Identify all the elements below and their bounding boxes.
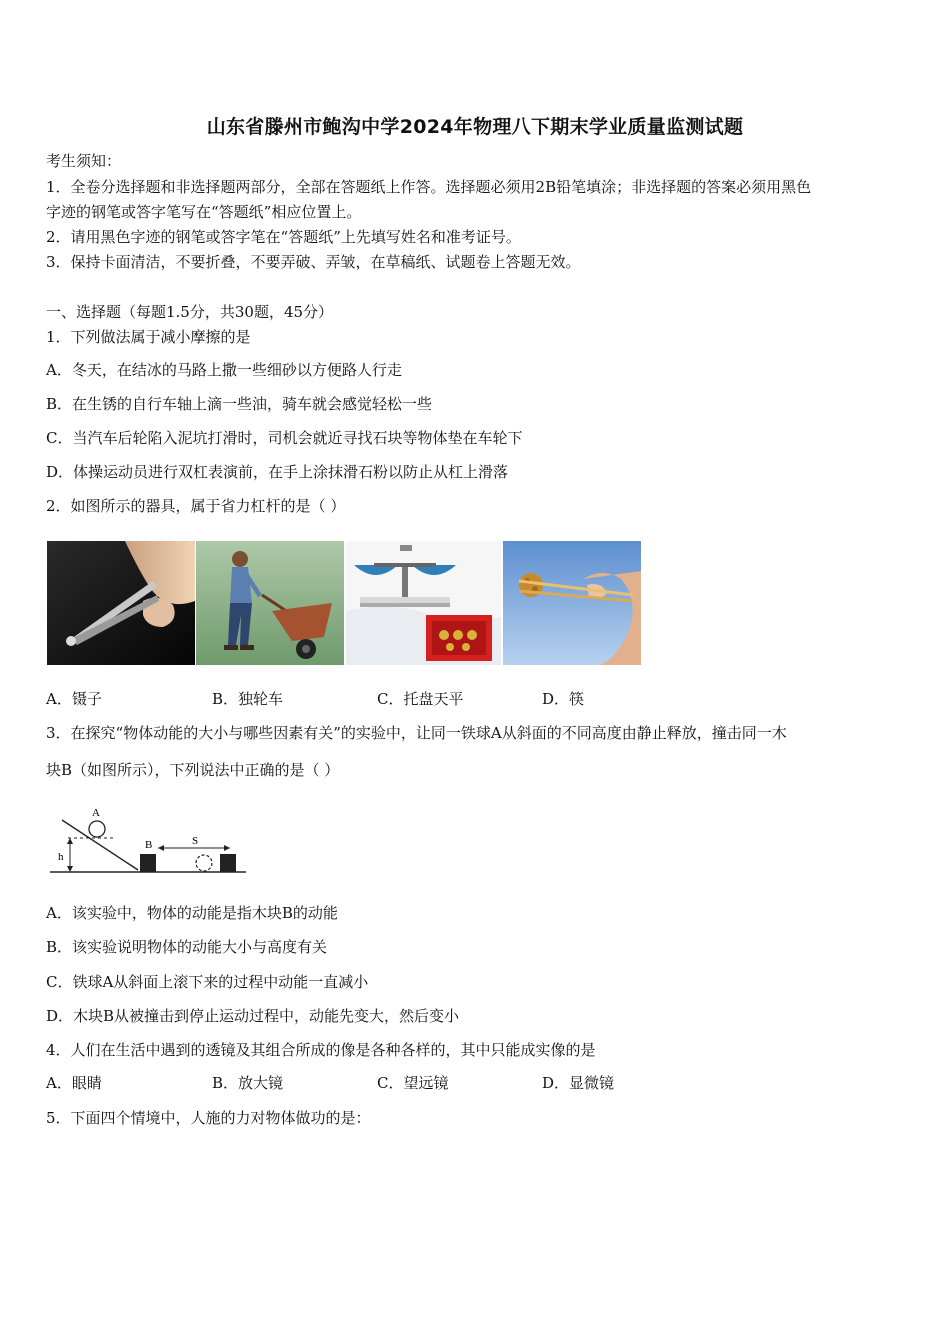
tweezers-image	[47, 541, 195, 665]
ball-a	[89, 821, 105, 837]
ball-dashed	[196, 855, 212, 871]
q2-option-a: A．镊子	[46, 690, 102, 708]
notice-heading: 考生须知：	[46, 152, 122, 170]
q2-options	[46, 689, 666, 709]
q3-option-a: A．该实验中，物体的动能是指木块B的动能	[46, 904, 338, 922]
label-s: S	[192, 835, 199, 847]
block-b-moved	[220, 854, 236, 872]
q2-option-b: B．独轮车	[212, 690, 284, 708]
wheelbarrow-image	[196, 541, 344, 665]
section-heading: 一、选择题（每题1.5分，共30题，45分）	[46, 303, 334, 321]
q3-option-c: C．铁球A从斜面上滚下来的过程中动能一直减小	[46, 973, 369, 991]
q2-stem: 2．如图所示的器具，属于省力杠杆的是（ ）	[46, 497, 346, 515]
q4-stem: 4．人们在生活中遇到的透镜及其组合所成的像是各种各样的，其中只能成实像的是	[46, 1041, 596, 1059]
notice-item-1-line-2: 字迹的钢笔或答字笔写在“答题纸”相应位置上。	[46, 203, 362, 221]
balance-scale-image	[346, 541, 501, 665]
q1-option-a: A．冬天，在结冰的马路上撒一些细砂以方便路人行走	[46, 361, 402, 379]
q5-stem: 5．下面四个情境中，人施的力对物体做功的是：	[46, 1109, 371, 1127]
q3-option-d: D．木块B从被撞击到停止运动过程中，动能先变大，然后变小	[46, 1007, 460, 1025]
q4-option-c: C．望远镜	[377, 1074, 449, 1092]
q2-option-d: D．筷	[542, 690, 585, 708]
q4-options	[46, 1073, 666, 1093]
chopsticks-image	[503, 541, 641, 665]
q1-stem: 1．下列做法属于减小摩擦的是	[46, 328, 251, 346]
q2-option-c: C．托盘天平	[377, 690, 464, 708]
q1-option-b: B．在生锈的自行车轴上滴一些油，骑车就会感觉轻松一些	[46, 395, 433, 413]
notice-item-3: 3．保持卡面清洁，不要折叠，不要弄破、弄皱，在草稿纸、试题卷上答题无效。	[46, 253, 581, 271]
block-b	[140, 854, 156, 872]
q4-option-b: B．放大镜	[212, 1074, 284, 1092]
page-title: 山东省滕州市鲍沟中学2024年物理八下期末学业质量监测试题	[206, 116, 744, 138]
q3-option-b: B．该实验说明物体的动能大小与高度有关	[46, 938, 328, 956]
notice-item-2: 2．请用黑色字迹的钢笔或答字笔在“答题纸”上先填写姓名和准考证号。	[46, 228, 521, 246]
q4-option-d: D．显微镜	[542, 1074, 615, 1092]
label-b: B	[145, 839, 153, 851]
q4-option-a: A．眼睛	[46, 1074, 102, 1092]
incline-experiment-diagram	[50, 804, 250, 876]
q3-stem-line-2: 块B（如图所示），下列说法中正确的是（ ）	[46, 761, 340, 779]
label-h: h	[58, 851, 64, 863]
notice-item-1-line-1: 1．全卷分选择题和非选择题两部分，全部在答题纸上作答。选择题必须用2B铅笔填涂；非选择题的答案必须用黑色	[46, 178, 812, 196]
q1-option-d: D．体操运动员进行双杠表演前，在手上涂抹滑石粉以防止从杠上滑落	[46, 463, 509, 481]
label-a: A	[92, 807, 100, 819]
q3-stem-line-1: 3．在探究“物体动能的大小与哪些因素有关”的实验中，让同一铁球A从斜面的不同高度由静止释放，撞击同一木	[46, 724, 787, 742]
q1-option-c: C．当汽车后轮陷入泥坑打滑时，司机会就近寻找石块等物体垫在车轮下	[46, 429, 523, 447]
